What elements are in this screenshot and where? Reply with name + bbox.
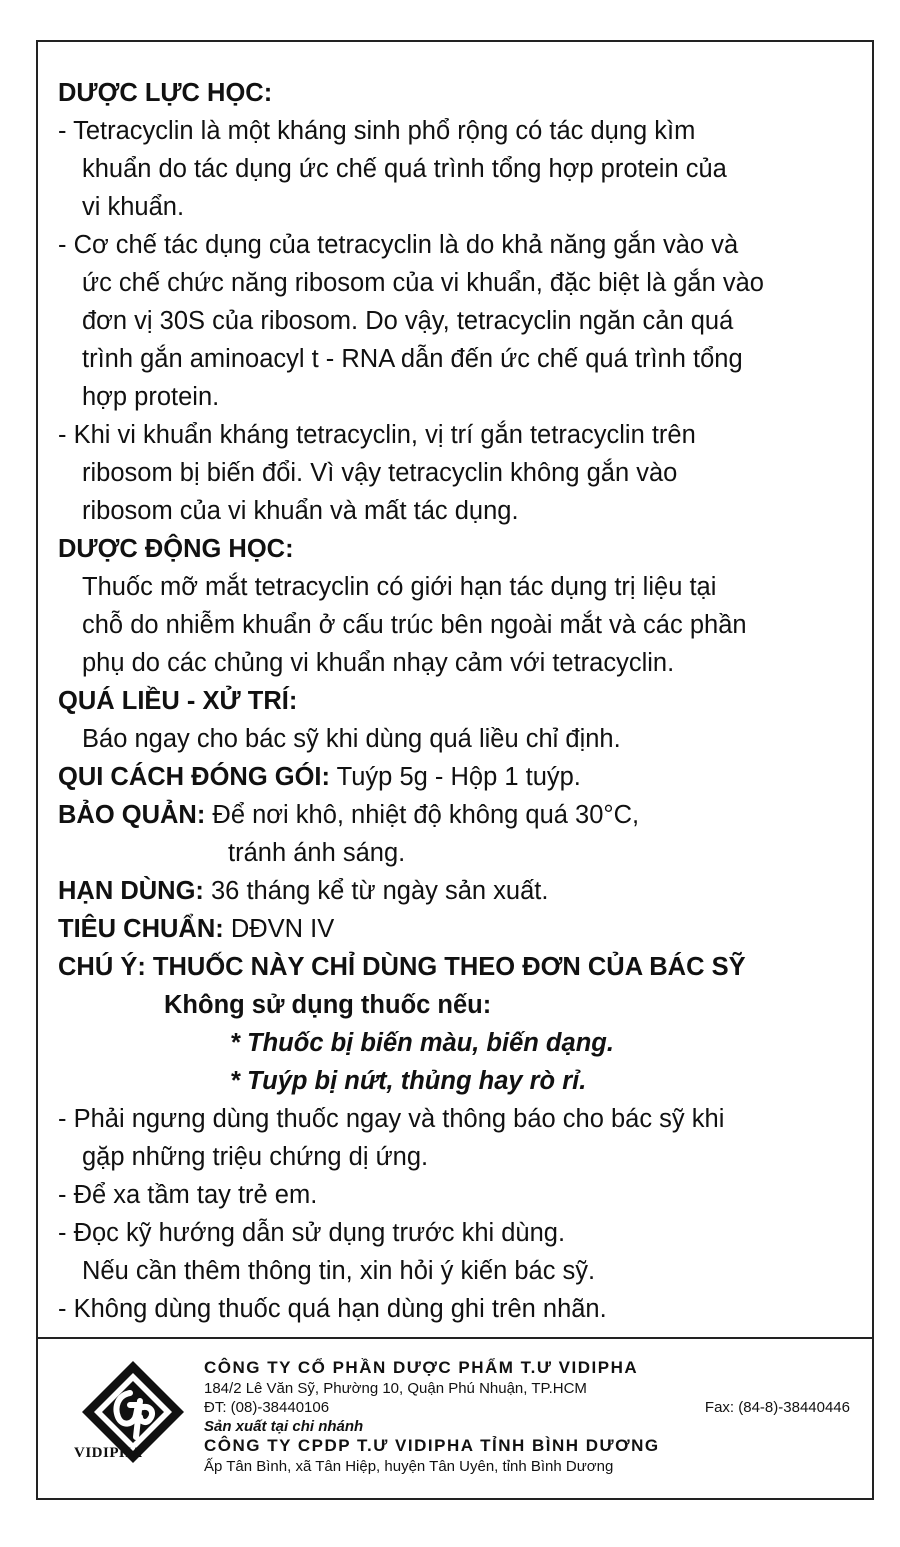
packaging-label: QUI CÁCH ĐÓNG GÓI: <box>58 763 330 791</box>
standard-value: DĐVN IV <box>230 915 335 943</box>
warning-item: * Thuốc bị biến màu, biến dạng. <box>230 1029 614 1057</box>
text-line: - Khi vi khuẩn kháng tetracyclin, vị trí gắn tetracyclin trên <box>58 421 696 449</box>
text-line: trình gắn aminoacyl t - RNA dẫn đến ức chế quá trình tổng <box>82 345 743 373</box>
text-line: - Phải ngưng dùng thuốc ngay và thông báo cho bác sỹ khi <box>58 1105 725 1133</box>
storage-label: BẢO QUẢN: <box>58 801 206 829</box>
text-line: phụ do các chủng vi khuẩn nhạy cảm với tetracyclin. <box>82 649 675 677</box>
heading-chu-y: CHÚ Ý: THUỐC NÀY CHỈ DÙNG THEO ĐƠN CỦA BÁC SỸ <box>58 953 746 981</box>
heading-qua-lieu: QUÁ LIỀU - XỬ TRÍ: <box>58 687 298 715</box>
text-line: chỗ do nhiễm khuẩn ở cấu trúc bên ngoài mắt và các phần <box>82 611 747 639</box>
packaging-row <box>58 758 581 796</box>
company-fax: Fax: (84-8)-38440446 <box>704 1399 850 1416</box>
logo-text: VIDIPHA <box>74 1445 143 1461</box>
text-line: ribosom bị biến đổi. Vì vậy tetracyclin không gắn vào <box>82 459 678 487</box>
text-line: Thuốc mỡ mắt tetracyclin có giới hạn tác dụng trị liệu tại <box>82 573 717 601</box>
storage-row <box>58 796 639 834</box>
text-line: Báo ngay cho bác sỹ khi dùng quá liều chỉ định. <box>82 725 621 753</box>
company-phone: ĐT: (08)-38440106 <box>204 1399 330 1416</box>
branch-address: Ấp Tân Bình, xã Tân Hiệp, huyện Tân Uyên, tỉnh Bình Dương <box>204 1458 614 1475</box>
text-line: khuẩn do tác dụng ức chế quá trình tổng hợp protein của <box>82 155 727 183</box>
packaging-value: Tuýp 5g - Hộp 1 tuýp. <box>336 763 581 791</box>
expiry-label: HẠN DÙNG: <box>58 877 204 905</box>
text-line: đơn vị 30S của ribosom. Do vậy, tetracyclin ngăn cản quá <box>82 307 734 335</box>
text-line: ức chế chức năng ribosom của vi khuẩn, đặc biệt là gắn vào <box>82 269 764 297</box>
company-address: 184/2 Lê Văn Sỹ, Phường 10, Quận Phú Nhuận, TP.HCM <box>204 1380 587 1397</box>
text-line: gặp những triệu chứng dị ứng. <box>82 1143 429 1171</box>
standard-label: TIÊU CHUẨN: <box>58 915 224 943</box>
text-line: ribosom của vi khuẩn và mất tác dụng. <box>82 497 519 525</box>
produced-at: Sản xuất tại chi nhánh <box>204 1418 364 1435</box>
expiry-row <box>58 872 548 910</box>
text-line: - Để xa tầm tay trẻ em. <box>58 1181 318 1209</box>
text-line: hợp protein. <box>82 383 220 411</box>
company-name: CÔNG TY CỔ PHẦN DƯỢC PHẨM T.Ư VIDIPHA <box>204 1358 639 1377</box>
text-line: Nếu cần thêm thông tin, xin hỏi ý kiến bác sỹ. <box>82 1257 596 1285</box>
heading-duoc-luc-hoc: DƯỢC LỰC HỌC: <box>58 79 273 107</box>
text-line: - Đọc kỹ hướng dẫn sử dụng trước khi dùng. <box>58 1219 566 1247</box>
branch-name: CÔNG TY CPDP T.Ư VIDIPHA TỈNH BÌNH DƯƠNG <box>204 1436 660 1455</box>
warning-item: * Tuýp bị nứt, thủng hay rò rỉ. <box>230 1067 587 1095</box>
footer <box>38 1339 872 1498</box>
text-line: - Cơ chế tác dụng của tetracyclin là do khả năng gắn vào và <box>58 231 739 259</box>
text-line: - Tetracyclin là một kháng sinh phổ rộng có tác dụng kìm <box>58 117 696 145</box>
storage-value: Để nơi khô, nhiệt độ không quá 30°C, <box>212 801 640 829</box>
standard-row <box>58 910 334 948</box>
text-line: vi khuẩn. <box>82 193 185 221</box>
storage-value-2: tránh ánh sáng. <box>228 839 406 867</box>
warning-subheading: Không sử dụng thuốc nếu: <box>164 991 492 1019</box>
label-frame <box>36 40 874 1500</box>
expiry-value: 36 tháng kể từ ngày sản xuất. <box>211 877 549 905</box>
heading-duoc-dong-hoc: DƯỢC ĐỘNG HỌC: <box>58 535 294 563</box>
text-line: - Không dùng thuốc quá hạn dùng ghi trên nhãn. <box>58 1295 607 1323</box>
